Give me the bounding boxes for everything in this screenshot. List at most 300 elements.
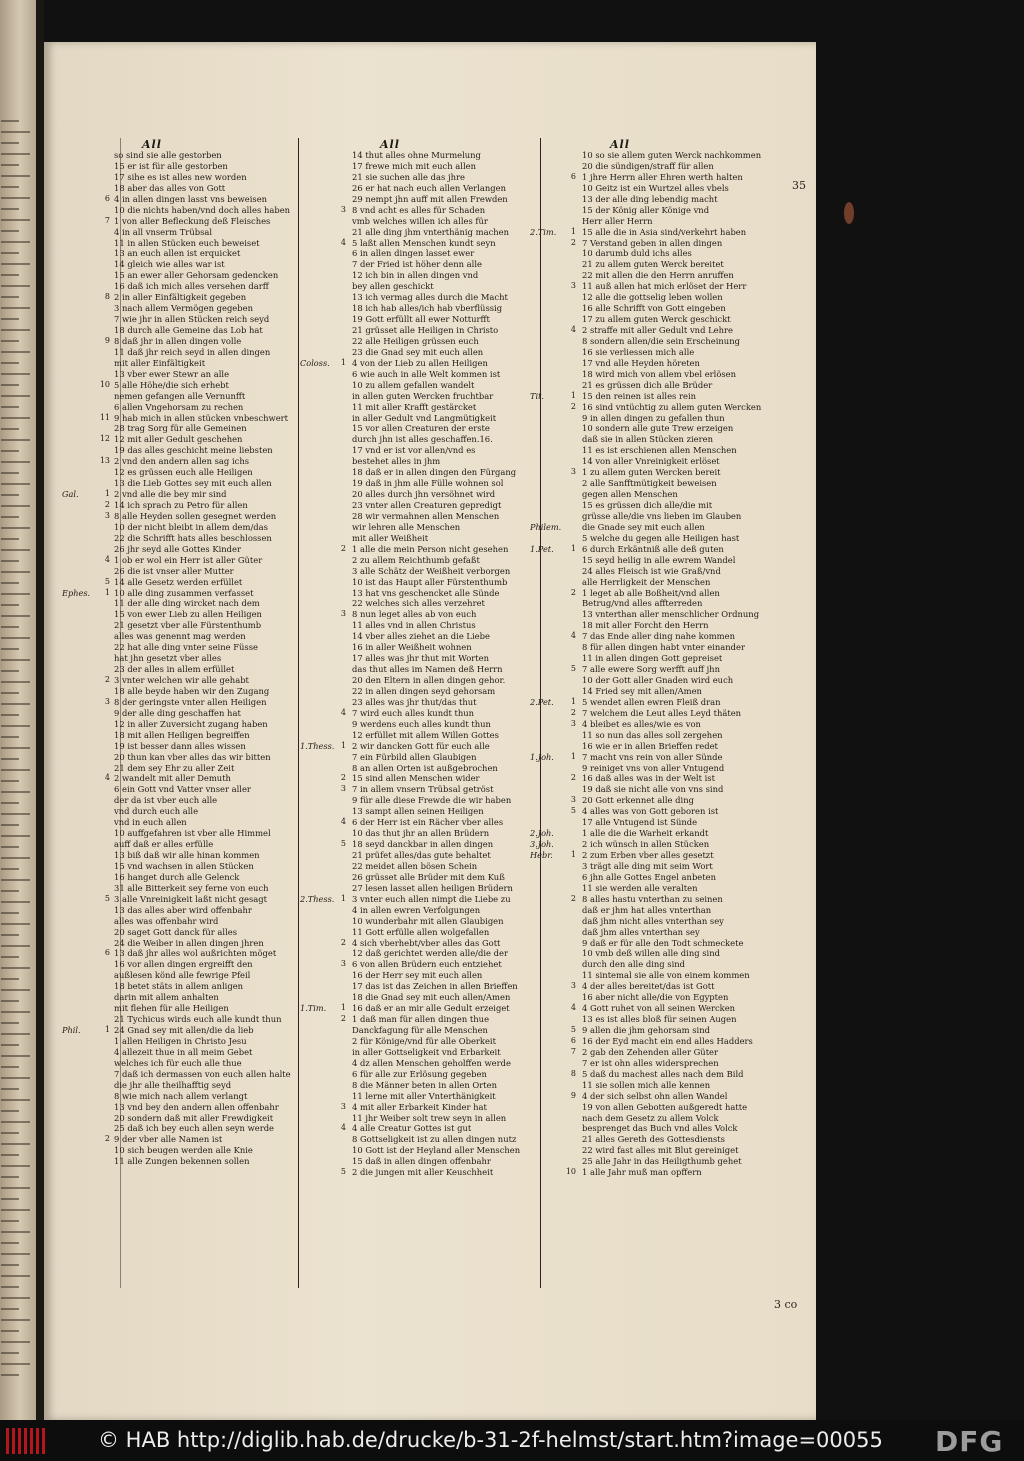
concordance-entry	[530, 347, 774, 358]
concordance-entry	[62, 642, 308, 653]
facing-page-text-line	[1, 461, 30, 463]
concordance-entry	[530, 314, 774, 325]
entry-text: 9 in allen dingen zu gefallen thun	[582, 412, 725, 423]
facing-page-text-line	[1, 1176, 19, 1178]
concordance-entry	[300, 1036, 546, 1047]
chapter-number: 2	[570, 773, 576, 783]
entry-text: 17 alles was jhr thut mit Worten	[352, 653, 489, 664]
concordance-entry	[62, 566, 308, 577]
entry-text: 15 daß in allen dingen offenbahr	[352, 1156, 491, 1167]
chapter-number: 1	[340, 740, 346, 750]
entry-text: 21 prüfet alles/das gute behaltet	[352, 850, 491, 860]
facing-page-text-line	[1, 1363, 30, 1365]
book-reference: Ephes.	[62, 587, 91, 598]
entry-text: 2 alle Sanfftmütigkeit beweisen	[582, 478, 717, 489]
facing-page-text-line	[1, 978, 19, 980]
chapter-number: 4	[570, 325, 576, 334]
concordance-entry	[62, 839, 308, 850]
facing-page-text-line	[1, 659, 30, 661]
entry-text: 4 dz allen Menschen geholffen werde	[352, 1057, 511, 1068]
facing-page-text-line	[1, 472, 19, 474]
entry-text: 7 wird euch alles kundt thun	[352, 707, 475, 718]
chapter-number: 1	[570, 696, 576, 706]
viewer-footer	[0, 1420, 1024, 1461]
concordance-entry	[300, 161, 546, 172]
entry-text: 15 vor allen Creaturen der erste	[352, 423, 490, 434]
entry-text: 9 daß er für alle den Todt schmeckete	[582, 937, 744, 948]
entry-text: 8 sondern allen/die sein Erscheinung	[582, 335, 740, 346]
concordance-entry	[530, 292, 774, 303]
concordance-entry	[62, 577, 308, 588]
facing-page-text-line	[1, 1165, 30, 1167]
concordance-entry	[62, 314, 308, 325]
facing-page-text-line	[1, 615, 30, 617]
chapter-number: 1	[104, 587, 110, 597]
entry-text: 11 so nun das alles soll zergehen	[582, 729, 723, 740]
concordance-entry	[530, 719, 774, 730]
facing-page-text-line	[1, 241, 30, 243]
concordance-entry	[62, 850, 308, 861]
entry-text: 3 vnter euch allen nimpt die Liebe zu	[352, 893, 511, 904]
concordance-entry	[300, 227, 546, 238]
concordance-entry	[300, 391, 546, 402]
entry-text: durch den alle ding sind	[582, 959, 686, 970]
concordance-entry	[530, 970, 774, 981]
entry-text: Danckfagung für alle Menschen	[352, 1025, 488, 1035]
entry-text: alles was genennt mag werden	[114, 631, 246, 642]
entry-text: 20 thun kan vber alles das wir bitten	[114, 751, 271, 762]
entry-text: 12 erfüllet mit allem Willen Gottes	[352, 729, 499, 740]
entry-text: gegen allen Menschen	[582, 489, 678, 500]
concordance-entry	[300, 905, 546, 916]
entry-text: 3 alle Vnreinigkeit laßt nicht gesagt	[114, 893, 268, 904]
chapter-number: 1	[570, 390, 576, 400]
concordance-entry	[62, 730, 308, 741]
entry-text: 17 vnd er ist vor allen/vnd es	[352, 445, 476, 456]
entry-text: 7 Verstand geben in allen dingen	[582, 237, 723, 248]
concordance-entry	[62, 369, 308, 380]
concordance-entry	[300, 336, 546, 347]
entry-text: 4 allezeit thue in all meim Gebet	[114, 1046, 253, 1057]
facing-page-text-line	[1, 736, 19, 738]
concordance-entry	[62, 205, 308, 216]
concordance-entry	[62, 303, 308, 314]
concordance-entry	[530, 1080, 774, 1091]
entry-text: 16 in aller Weißheit wohnen	[352, 642, 472, 653]
entry-text: 14 thut alles ohne Murmelung	[352, 150, 481, 160]
concordance-entry	[300, 467, 546, 478]
facing-page-text-line	[1, 648, 19, 650]
concordance-entry	[62, 478, 308, 489]
concordance-entry	[300, 434, 546, 445]
concordance-entry	[62, 719, 308, 730]
concordance-entry	[300, 763, 546, 774]
entry-text: 2 straffe mit aller Gedult vnd Lehre	[582, 325, 733, 335]
facing-page-text-line	[1, 1297, 30, 1299]
entry-text: 4 mit aller Erbarkeit Kinder hat	[352, 1101, 487, 1112]
entry-text: 11 es ist erschienen allen Menschen	[582, 445, 737, 456]
entry-text: 21 gesetzt vber alle Fürstenthumb	[114, 620, 262, 631]
concordance-entry	[530, 938, 774, 949]
entry-text: so sind sie alle gestorben	[114, 150, 222, 160]
concordance-entry	[62, 828, 308, 839]
concordance-entry	[530, 248, 774, 259]
entry-text: 16 wie er in allen Brieffen redet	[582, 740, 718, 751]
facing-page-text-line	[1, 197, 30, 199]
entry-text: 4 der sich selbst ohn allen Wandel	[582, 1090, 728, 1101]
entry-text: die jhr alle theilhafftig seyd	[114, 1079, 232, 1090]
entry-text: 20 alles durch jhn versöhnet wird	[352, 489, 496, 500]
printer-signature: 3 co	[774, 1298, 798, 1311]
concordance-entry	[530, 872, 774, 883]
entry-text: 4 alle Creatur Gottes ist gut	[352, 1123, 472, 1134]
facing-page-text-line	[1, 494, 19, 496]
concordance-entry	[530, 784, 774, 795]
concordance-entry	[300, 1003, 546, 1014]
concordance-entry	[530, 752, 774, 763]
entry-text: 10 auffgefahren ist vber alle Himmel	[114, 828, 271, 839]
concordance-entry	[530, 391, 774, 402]
entry-text: 10 so sie allem guten Werck nachkommen	[582, 150, 762, 160]
entry-text: 15 er ist für alle gestorben	[114, 160, 228, 171]
facing-page-text-line	[1, 384, 19, 386]
facing-page-text-line	[1, 1330, 19, 1332]
concordance-entry	[300, 817, 546, 828]
entry-text: vnd durch euch alle	[114, 806, 199, 817]
entry-text: 10 Geitz ist ein Wurtzel alles vbels	[582, 182, 729, 193]
concordance-entry	[530, 1025, 774, 1036]
entry-text: 19 daß sie nicht alle von vns sind	[582, 784, 724, 795]
dfg-logo: DFG	[935, 1425, 1004, 1458]
concordance-entry	[530, 478, 774, 489]
entry-text: 14 vber alles ziehet an die Liebe	[352, 631, 490, 642]
entry-text: 24 Gnad sey mit allen/die da lieb	[114, 1025, 254, 1035]
entry-text: 20 den Eltern in allen dingen gehor.	[352, 675, 506, 685]
concordance-column-2	[300, 138, 546, 1178]
concordance-entry	[300, 544, 546, 555]
entry-text: 5 wendet allen ewren Fleiß dran	[582, 696, 721, 707]
entry-text: 4 der alles bereitet/das ist Gott	[582, 981, 715, 992]
entry-text: 18 mit allen Heiligen begreiffen	[114, 729, 250, 740]
entry-text: 16 der Herr sey mit euch allen	[352, 970, 483, 981]
facing-page-text-line	[1, 1242, 19, 1244]
entry-text: in aller Gottseligkeit vnd Erbarkeit	[352, 1046, 501, 1057]
facing-page-text-line	[1, 1022, 19, 1024]
entry-text: die Gnade sey mit euch allen	[582, 521, 705, 532]
chapter-number: 13	[99, 456, 110, 466]
entry-text: 8 vnd acht es alles für Schaden	[352, 204, 486, 215]
concordance-entry	[300, 620, 546, 631]
concordance-entry	[530, 1036, 774, 1047]
concordance-entry	[300, 533, 546, 544]
concordance-entry	[300, 894, 546, 905]
entry-text: 5 welche du gegen alle Heiligen hast	[582, 532, 740, 543]
facing-page-text-line	[1, 263, 30, 265]
facing-page-text-line	[1, 1319, 30, 1321]
entry-text: 11 alles vnd in allen Christus	[352, 620, 476, 631]
entry-text: 19 ist besser dann alles wissen	[114, 740, 246, 751]
concordance-entry	[62, 1123, 308, 1134]
entry-text: 24 alles Fleisch ist wie Graß/vnd	[582, 565, 721, 576]
concordance-entry	[62, 653, 308, 664]
entry-text: 14 Fried sey mit allen/Amen	[582, 685, 702, 696]
entry-text: 16 alle Schrifft von Gott eingeben	[582, 303, 726, 314]
concordance-entry	[62, 259, 308, 270]
concordance-entry	[530, 216, 774, 227]
entry-text: 26 grüsset alle Brüder mit dem Kuß	[352, 871, 505, 882]
entry-text: 15 alle die in Asia sind/verkehrt haben	[582, 226, 747, 237]
entry-text: 4 in allen dingen lasst vns beweisen	[114, 193, 268, 204]
entry-text: 8 an allen Orten ist außgebrochen	[352, 762, 498, 773]
entry-text: 5 alle Höhe/die sich erhebt	[114, 379, 229, 390]
book-reference: 2.Thess.	[300, 893, 335, 904]
facing-page-text-line	[1, 670, 19, 672]
entry-text: 23 vnter allen Creaturen gepredigt	[352, 500, 502, 510]
concordance-entry	[530, 413, 774, 424]
facing-page-text-line	[1, 1308, 19, 1310]
column-heading: All	[142, 138, 162, 151]
concordance-entry	[300, 872, 546, 883]
concordance-entry	[62, 1080, 308, 1091]
facing-page-text-line	[1, 428, 19, 430]
concordance-entry	[530, 511, 774, 522]
chapter-number: 1	[570, 751, 576, 761]
facing-page-text-line	[1, 747, 30, 749]
entry-text: 23 der alles in allem erfüllet	[114, 664, 235, 675]
entry-text: vmb welches willen ich alles für	[352, 215, 488, 226]
concordance-entry	[300, 719, 546, 730]
concordance-entry	[530, 642, 774, 653]
entry-text: 4 Gott ruhet von all seinen Wercken	[582, 1003, 736, 1014]
concordance-entry	[530, 1003, 774, 1014]
concordance-entry	[62, 445, 308, 456]
entry-text: 18 ich hab alles/ich hab vberflüssig	[352, 303, 503, 314]
chapter-number: 10	[99, 379, 110, 389]
concordance-entry	[300, 369, 546, 380]
entry-text: 7 alle ewere Sorg werfft auff jhn	[582, 664, 720, 675]
book-reference: 3.Joh.	[530, 839, 554, 850]
entry-text: 7 welchem die Leut alles Leyd thäten	[582, 707, 742, 718]
chapter-number: 7	[570, 1046, 576, 1056]
entry-text: 10 der nicht bleibt in allem dem/das	[114, 521, 268, 532]
concordance-entry	[300, 1058, 546, 1069]
entry-text: 16 daß alles was in der Welt ist	[582, 773, 715, 784]
concordance-entry	[300, 948, 546, 959]
entry-text: 4 von der Lieb zu allen Heiligen	[352, 357, 488, 368]
chapter-number: 5	[104, 576, 110, 586]
hab-logo-bar	[12, 1428, 15, 1454]
facing-page-text-line	[1, 857, 30, 859]
concordance-entry	[530, 423, 774, 434]
concordance-entry	[62, 511, 308, 522]
chapter-number: 11	[99, 412, 110, 422]
concordance-entry	[300, 883, 546, 894]
chapter-number: 6	[570, 1035, 576, 1045]
entry-text: 5 laßt allen Menschen kundt seyn	[352, 237, 496, 248]
concordance-entry	[530, 533, 774, 544]
concordance-entry	[62, 1145, 308, 1156]
entry-text: 2 vnd alle die bey mir sind	[114, 489, 227, 500]
entry-text: 11 sie sollen mich alle kennen	[582, 1079, 711, 1090]
concordance-entry	[62, 948, 308, 959]
entry-text: mit aller Weißheit	[352, 532, 429, 543]
concordance-entry	[62, 325, 308, 336]
concordance-entry	[62, 533, 308, 544]
entry-text: 17 zu allem guten Werck geschickt	[582, 314, 731, 325]
facing-page-text-line	[1, 549, 30, 551]
chapter-number: 3	[340, 204, 346, 214]
facing-page-text-line	[1, 417, 30, 419]
entry-text: 18 alle beyde haben wir den Zugang	[114, 685, 270, 696]
concordance-entry	[300, 445, 546, 456]
concordance-entry	[300, 959, 546, 970]
chapter-number: 6	[570, 171, 576, 181]
facing-page-text-line	[1, 912, 19, 914]
entry-text: 15 von ewer Lieb zu allen Heiligen	[114, 609, 262, 620]
concordance-entry	[300, 423, 546, 434]
facing-page-text-line	[1, 1088, 19, 1090]
concordance-entry	[62, 806, 308, 817]
concordance-entry	[530, 369, 774, 380]
entry-text: 10 alle ding zusammen verfasset	[114, 587, 254, 598]
book-reference: Coloss.	[300, 357, 330, 368]
entry-text: 7 ein Fürbild allen Glaubigen	[352, 751, 477, 762]
concordance-entry	[300, 653, 546, 664]
entry-text: 8 nun leget alles ab von euch	[352, 609, 477, 620]
concordance-entry	[62, 1156, 308, 1167]
concordance-entry	[300, 664, 546, 675]
book-reference: Tit.	[530, 390, 544, 401]
entry-text: daß sie in allen Stücken zieren	[582, 434, 713, 445]
book-reference: 2.Pet.	[530, 696, 554, 707]
concordance-entry	[300, 314, 546, 325]
concordance-entry	[300, 675, 546, 686]
entry-text: 10 vmb deß willen alle ding sind	[582, 948, 720, 959]
entry-text: 19 von allen Gebotten außgeredt hatte	[582, 1101, 748, 1112]
concordance-entry	[300, 511, 546, 522]
entry-text: 13 ich vermag alles durch die Macht	[352, 292, 508, 303]
entry-text: 12 in aller Zuversicht zugang haben	[114, 718, 268, 729]
book-reference: Philem.	[530, 521, 562, 532]
entry-text: 3 alle Schätz der Weißheit verborgen	[352, 565, 511, 576]
concordance-entry	[530, 631, 774, 642]
chapter-number: 7	[104, 215, 110, 225]
concordance-entry	[530, 238, 774, 249]
chapter-number: 4	[340, 817, 346, 827]
entry-text: 7 daß ich dermassen von euch allen halte	[114, 1068, 291, 1079]
concordance-entry	[530, 456, 774, 467]
concordance-entry	[530, 850, 774, 861]
entry-text: 12 alle die gottselig leben wollen	[582, 292, 723, 303]
facing-page-text-line	[1, 1286, 19, 1288]
entry-text: 6 wie auch in alle Welt kommen ist	[352, 368, 501, 379]
facing-page-text-line	[1, 1055, 30, 1057]
facing-page-text-line	[1, 142, 19, 144]
facing-page-text-line	[1, 219, 30, 221]
concordance-entry	[62, 609, 308, 620]
concordance-entry	[62, 216, 308, 227]
chapter-number: 4	[570, 631, 576, 641]
chapter-number: 2	[570, 587, 576, 597]
entry-text: 20 sondern daß mit aller Frewdigkeit	[114, 1112, 274, 1123]
concordance-entry	[300, 861, 546, 872]
entry-text: 16 sind vntüchtig zu allem guten Wercken	[582, 401, 762, 412]
chapter-number: 2	[340, 773, 346, 783]
chapter-number: 1	[570, 226, 576, 236]
concordance-entry	[62, 347, 308, 358]
chapter-number: 1	[340, 1003, 346, 1013]
entry-text: 2 ich wünsch in allen Stücken	[582, 839, 710, 850]
facing-page-text-line	[1, 1231, 30, 1233]
concordance-entry	[300, 380, 546, 391]
concordance-entry	[62, 598, 308, 609]
concordance-entry	[300, 598, 546, 609]
entry-text: 6 von allen Brüdern euch entziehet	[352, 959, 502, 970]
entry-text: 21 dem sey Ehr zu aller Zeit	[114, 762, 235, 773]
entry-text: wir lehren alle Menschen	[352, 521, 461, 532]
entry-text: 4 in all vnserm Trübsal	[114, 226, 213, 237]
hab-logo-icon	[6, 1428, 46, 1454]
entry-text: mit flehen für alle Heiligen	[114, 1003, 229, 1014]
concordance-entry	[62, 697, 308, 708]
facing-page-text-line	[1, 1121, 30, 1123]
facing-page-text-line	[1, 769, 30, 771]
concordance-entry	[62, 150, 308, 161]
concordance-entry	[62, 1113, 308, 1124]
copyright-link[interactable]: © HAB http://diglib.hab.de/drucke/b-31-2f-helmst/start.htm?image=00055	[98, 1428, 883, 1452]
concordance-entry	[530, 927, 774, 938]
concordance-entry	[300, 347, 546, 358]
chapter-number: 5	[340, 839, 346, 849]
concordance-entry	[300, 292, 546, 303]
concordance-entry	[300, 205, 546, 216]
facing-page-text-line	[1, 890, 19, 892]
chapter-number: 12	[99, 434, 110, 444]
hab-logo-bar	[42, 1428, 45, 1454]
entry-text: 17 sihe es ist alles new worden	[114, 171, 247, 182]
concordance-entry	[300, 555, 546, 566]
concordance-entry	[300, 1113, 546, 1124]
entry-text: 11 der alle ding wircket nach dem	[114, 598, 260, 609]
entry-text: 8 alles hastu vnterthan zu seinen	[582, 893, 723, 904]
concordance-entry	[530, 948, 774, 959]
entry-text: 6 allen Vngehorsam zu rechen	[114, 401, 244, 412]
book-reference: 2.Joh.	[530, 828, 554, 839]
entry-text: 11 mit aller Krafft gestärcket	[352, 401, 477, 412]
book-reference: 1.Joh.	[530, 751, 554, 762]
concordance-entry	[300, 773, 546, 784]
concordance-entry	[300, 1167, 546, 1178]
facing-page-text-line	[1, 120, 19, 122]
chapter-number: 3	[104, 696, 110, 706]
concordance-entry	[62, 358, 308, 369]
entry-text: 1 zu allem guten Wercken bereit	[582, 467, 721, 478]
facing-page-text-line	[1, 923, 30, 925]
facing-page-text-line	[1, 318, 19, 320]
concordance-entry	[530, 806, 774, 817]
concordance-entry	[62, 916, 308, 927]
concordance-entry	[62, 795, 308, 806]
entry-text: 10 ist das Haupt aller Fürstenthumb	[352, 576, 508, 587]
facing-page-text-line	[1, 791, 30, 793]
chapter-number: 2	[340, 1014, 346, 1024]
entry-text: daß jhm alles vnterthan sey	[582, 926, 700, 937]
facing-page-text-line	[1, 582, 19, 584]
concordance-entry	[530, 227, 774, 238]
concordance-entry	[530, 1091, 774, 1102]
entry-text: 11 in allen dingen Gott gepreiset	[582, 653, 723, 664]
entry-text: 12 mit aller Gedult geschehen	[114, 434, 243, 445]
